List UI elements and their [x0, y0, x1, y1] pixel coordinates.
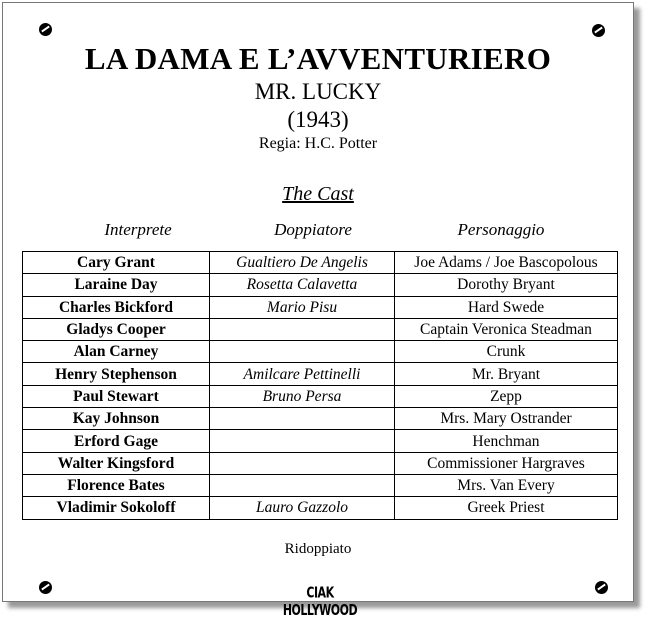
screw-top-left-icon — [39, 23, 52, 36]
dubber-cell: Gualtiero De Angelis — [210, 252, 395, 274]
screw-bottom-left-icon — [39, 581, 52, 594]
actor-cell: Florence Bates — [23, 474, 210, 496]
dubber-cell: Bruno Persa — [210, 385, 395, 407]
page-title: LA DAMA E L’AVVENTURIERO — [84, 41, 552, 76]
character-cell: Captain Veronica Steadman — [395, 318, 618, 340]
actor-cell: Vladimir Sokoloff — [23, 497, 210, 519]
character-cell: Mrs. Mary Ostrander — [395, 408, 618, 430]
column-header-actor: Interprete — [104, 220, 172, 239]
character-cell: Mr. Bryant — [395, 363, 618, 385]
character-cell: Joe Adams / Joe Bascopolous — [395, 252, 618, 274]
actor-cell: Cary Grant — [23, 252, 210, 274]
table-row — [23, 497, 618, 519]
dubber-cell — [210, 408, 395, 430]
actor-cell: Henry Stephenson — [23, 363, 210, 385]
actor-cell: Erford Gage — [23, 430, 210, 452]
dubber-cell: Amilcare Pettinelli — [210, 363, 395, 385]
dubber-cell: Mario Pisu — [210, 296, 395, 318]
actor-cell: Charles Bickford — [23, 296, 210, 318]
director-credit: Regia: H.C. Potter — [258, 135, 378, 152]
table-row — [23, 274, 618, 296]
character-cell: Commissioner Hargraves — [395, 452, 618, 474]
release-year: (1943) — [287, 107, 349, 132]
table-row — [23, 252, 618, 274]
footer-note: Ridoppiato — [284, 541, 352, 557]
table-row — [23, 430, 618, 452]
dubber-cell — [210, 341, 395, 363]
table-row — [23, 318, 618, 340]
character-cell: Henchman — [395, 430, 618, 452]
table-row — [23, 385, 618, 407]
character-cell: Hard Swede — [395, 296, 618, 318]
dubber-cell: Lauro Gazzolo — [210, 497, 395, 519]
character-cell: Crunk — [395, 341, 618, 363]
original-title: MR. LUCKY — [254, 79, 382, 104]
character-cell: Zepp — [395, 385, 618, 407]
actor-cell: Paul Stewart — [23, 385, 210, 407]
ciak-hollywood-logo: CIAK HOLLYWOOD — [282, 584, 358, 619]
cast-heading: The Cast — [282, 183, 354, 205]
table-row — [23, 474, 618, 496]
dubber-cell — [210, 474, 395, 496]
table-row — [23, 363, 618, 385]
table-row — [23, 341, 618, 363]
actor-cell: Gladys Cooper — [23, 318, 210, 340]
actor-cell: Kay Johnson — [23, 408, 210, 430]
actor-cell: Walter Kingsford — [23, 452, 210, 474]
character-cell: Greek Priest — [395, 497, 618, 519]
table-row — [23, 296, 618, 318]
dubber-cell — [210, 452, 395, 474]
character-cell: Mrs. Van Every — [395, 474, 618, 496]
column-header-dubber: Doppiatore — [274, 220, 352, 239]
screw-bottom-right-icon — [595, 581, 608, 594]
dubber-cell — [210, 430, 395, 452]
cast-plaque — [2, 2, 634, 619]
actor-cell: Alan Carney — [23, 341, 210, 363]
actor-cell: Laraine Day — [23, 274, 210, 296]
screw-top-right-icon — [592, 24, 605, 37]
character-cell: Dorothy Bryant — [395, 274, 618, 296]
table-row — [23, 452, 618, 474]
dubber-cell — [210, 318, 395, 340]
table-row — [23, 408, 618, 430]
cast-table — [22, 251, 618, 520]
column-header-character: Personaggio — [457, 220, 545, 239]
dubber-cell: Rosetta Calavetta — [210, 274, 395, 296]
